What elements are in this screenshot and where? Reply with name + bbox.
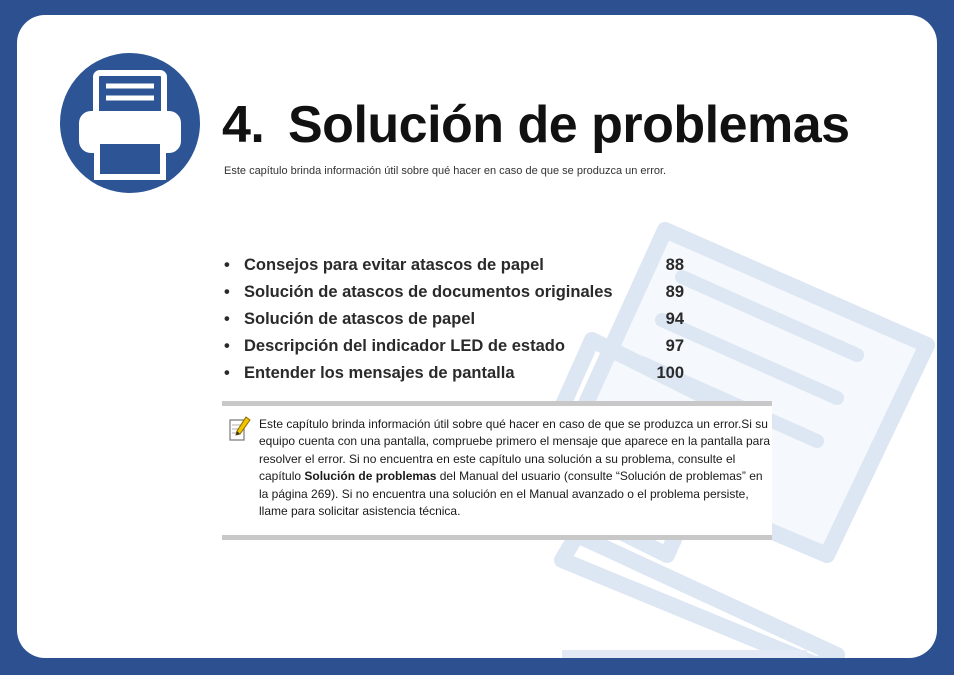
toc-item-label[interactable]: Solución de atascos de documentos originales [244, 283, 613, 301]
toc-item-label[interactable]: Solución de atascos de papel [244, 310, 476, 328]
note-box [222, 401, 772, 540]
toc-item-label[interactable]: Entender los mensajes de pantalla [244, 364, 515, 382]
toc-bullet: • [224, 364, 230, 382]
toc-item[interactable] [224, 279, 684, 306]
toc-item[interactable] [224, 360, 684, 387]
chapter-number: 4. [222, 96, 265, 154]
toc-item-label[interactable]: Consejos para evitar atascos de papel [244, 256, 544, 274]
toc-item[interactable] [224, 306, 684, 333]
toc-bullet: • [224, 337, 230, 355]
note-text-part: Este capítulo brinda información útil sobre qué hacer en caso de que se produzca un error.Si su equipo cuenta con una pantalla, compruebe primero el mensaje que aparece en la pantalla para resolver el error. Si no encuentra en este capítulo una solución a su problema, consulte el capítulo [259, 417, 771, 484]
chapter-title-text: Solución de problemas [288, 96, 850, 154]
toc-item-page[interactable]: 94 [665, 310, 684, 328]
note-text [259, 416, 771, 520]
note-text-part: del Manual del usuario (consulte “Solución de problemas” en la página 269). Si no encuentra una solución en el Manual avanzado o el problema persiste, llame para solicitar asistencia técnica. [259, 469, 763, 519]
note-pencil-icon [228, 416, 252, 442]
toc-bullet: • [224, 256, 230, 274]
toc-item-page[interactable]: 100 [656, 364, 684, 382]
toc-item-page[interactable]: 89 [665, 283, 684, 301]
chapter-subtitle: Este capítulo brinda información útil sobre qué hacer en caso de que se produzca un error. [224, 165, 667, 177]
toc-item[interactable] [224, 252, 684, 279]
toc-bullet: • [224, 283, 230, 301]
toc-item[interactable] [224, 333, 684, 360]
toc-bullet: • [224, 310, 230, 328]
toc-item-page[interactable]: 97 [665, 337, 684, 355]
chapter-title [222, 95, 850, 155]
toc-item-label[interactable]: Descripción del indicador LED de estado [244, 337, 565, 355]
page [17, 15, 937, 658]
table-of-contents [224, 252, 684, 387]
toc-item-page[interactable]: 88 [665, 256, 684, 274]
note-text-bold[interactable]: Solución de problemas [304, 469, 437, 484]
printer-icon [60, 53, 200, 193]
